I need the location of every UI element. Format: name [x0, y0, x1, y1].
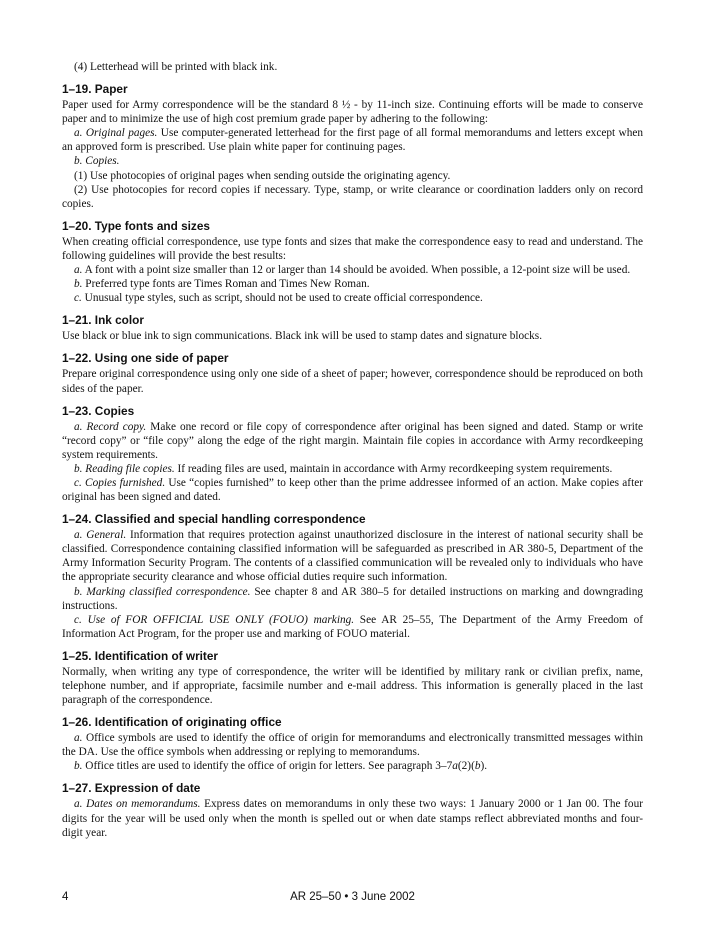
- subparagraph-label: c.: [74, 292, 82, 305]
- subparagraph-text: If reading files are used, maintain in accordance with Army recordkeeping system requirements.: [174, 462, 613, 475]
- paragraph-reference-a: a: [452, 760, 458, 773]
- paragraph-reference-end: ).: [480, 760, 488, 773]
- section-heading: 1–25. Identification of writer: [62, 648, 219, 663]
- subparagraph-b-1: (1) Use photocopies of original pages when sending outside the originating agency.: [74, 169, 451, 182]
- subparagraph-text: Express dates on memorandums in only these two ways: 1 January 2000 or 1 Jan 00. The four digits for the year will be used only when the month is spelled out or when date stamps reflect abbreviated months and four-digit year.: [62, 798, 643, 839]
- subparagraph-b: [62, 154, 643, 168]
- subparagraph-a: [62, 731, 643, 759]
- subparagraph-a: [62, 263, 643, 277]
- paragraph: Use black or blue ink to sign communications. Black ink will be used to stamp dates and signature blocks.: [62, 330, 543, 343]
- intro-paragraph: (4) Letterhead will be printed with black ink.: [74, 61, 278, 73]
- subparagraph-text: Unusual type styles, such as script, should not be used to create official correspondence.: [81, 292, 483, 305]
- subparagraph-label: a. Dates on memorandums.: [74, 798, 201, 811]
- section-heading: 1–21. Ink color: [62, 313, 144, 328]
- subparagraph-text: Office symbols are used to identify the office of origin for memorandums and electronically transmitted messages within the DA. Use the office symbols when addressing or replying to memorandums.: [62, 732, 643, 759]
- subparagraph-b-2: (2) Use photocopies for record copies if necessary. Type, stamp, or write clearance or coordination ladders only on record copies.: [62, 183, 643, 210]
- section-1-22: [62, 351, 643, 395]
- paragraph-reference-b: b: [474, 760, 481, 773]
- page-number: 4: [62, 891, 69, 903]
- section-heading: 1–19. Paper: [62, 82, 128, 97]
- page-footer: [62, 891, 643, 905]
- subparagraph-text: Preferred type fonts are Times Roman and Times New Roman.: [82, 278, 370, 291]
- paragraph: Prepare original correspondence using only one side of a sheet of paper; however, correspondence should be reproduced on both sides of the paper.: [62, 368, 643, 395]
- subparagraph-text: Make one record or file copy of correspondence after original has been signed and dated. Stamp or write “record copy” or “file copy” along the edge of the right margin. Maintain file copies in accordance with Army recordkeeping system requirements.: [62, 420, 643, 461]
- subparagraph-label: b.: [74, 760, 83, 773]
- document-page: [62, 60, 643, 840]
- subparagraph-label: c. Copies furnished.: [74, 476, 166, 489]
- subparagraph-label: a. General.: [74, 529, 127, 542]
- section-heading: 1–26. Identification of originating office: [62, 715, 282, 730]
- section-1-19: [62, 82, 643, 211]
- subparagraph-label: c. Use of FOR OFFICIAL USE ONLY (FOUO) marking.: [74, 613, 355, 626]
- document-reference: AR 25–50 • 3 June 2002: [290, 891, 415, 903]
- subparagraph-text: See chapter 8 and AR 380–5 for detailed instructions on marking and downgrading instructions.: [62, 585, 643, 612]
- section-1-24: [62, 512, 643, 641]
- subparagraph-label: b. Reading file copies.: [74, 462, 175, 475]
- subparagraph-label: a. Original pages.: [74, 127, 158, 140]
- section-heading: 1–24. Classified and special handling correspondence: [62, 512, 366, 527]
- section-1-21: [62, 313, 643, 343]
- subparagraph-b: [62, 277, 643, 291]
- subparagraph-label: b. Marking classified correspondence.: [74, 585, 251, 598]
- subparagraph-text: Information that requires protection against unauthorized disclosure in the interest of national security shall be classified. Correspondence containing classified information will be safeguarded as prescribed in AR 380-5, Department of the Army Information Security Program. The contents of a classified communication will be revealed only to individuals who have the appropriate security clearance and whose official duties require such information.: [62, 529, 643, 584]
- subparagraph-text: A font with a point size smaller than 12 or larger than 14 should be avoided. When possible, a 12-point size will be used.: [82, 264, 631, 277]
- subparagraph-a: [62, 420, 643, 462]
- subparagraph-a: [62, 797, 643, 839]
- section-1-23: [62, 404, 643, 505]
- section-heading: 1–22. Using one side of paper: [62, 351, 229, 366]
- subparagraph-label: a. Record copy.: [74, 420, 147, 433]
- subparagraph-c: [62, 613, 643, 641]
- subparagraph-b: [62, 759, 643, 773]
- subparagraph-label: a.: [74, 732, 83, 745]
- paragraph: Normally, when writing any type of correspondence, the writer will be identified by military rank or civilian prefix, name, telephone number, and if appropriate, facsimile number and e-mail address. This information is generally placed in the last paragraph of the correspondence.: [62, 665, 643, 707]
- section-1-27: [62, 781, 643, 839]
- subparagraph-label: b.: [74, 278, 83, 291]
- section-1-20: [62, 219, 643, 305]
- subparagraph-b: [62, 585, 643, 613]
- paragraph: Paper used for Army correspondence will be the standard 8 ½ - by 11-inch size. Continuing efforts will be made to conserve paper and to minimize the use of high cost premium grade paper by adhering to the following:: [62, 99, 643, 126]
- subparagraph-a: [62, 528, 643, 584]
- subparagraph-a: [62, 126, 643, 154]
- paragraph: When creating official correspondence, use type fonts and sizes that make the correspondence easy to read and understand. The following guidelines will provide the best results:: [62, 235, 643, 262]
- subparagraph-b: [62, 462, 643, 476]
- section-heading: 1–27. Expression of date: [62, 781, 201, 796]
- section-heading: 1–23. Copies: [62, 403, 135, 418]
- section-1-25: [62, 649, 643, 707]
- subparagraph-text: Office titles are used to identify the office of origin for letters. See paragraph 3–7: [82, 760, 453, 773]
- paragraph-reference-num: (2)(: [457, 760, 475, 773]
- subparagraph-label: a.: [74, 264, 83, 277]
- subparagraph-text: Use computer-generated letterhead for the first page of all formal memorandums and letters except when an approved form is prescribed. Use plain white paper for continuing pages.: [62, 127, 644, 154]
- section-heading: 1–20. Type fonts and sizes: [62, 218, 210, 233]
- subparagraph-text: Use “copies furnished” to keep other than the prime addressee informed of an action. Make copies after original has been signed and dated.: [62, 476, 643, 504]
- subparagraph-text: See AR 25–55, The Department of the Army Freedom of Information Act Program, for the proper use and marking of FOUO material.: [62, 613, 643, 640]
- section-1-26: [62, 715, 643, 773]
- subparagraph-c: [62, 291, 643, 305]
- subparagraph-c: [62, 476, 643, 504]
- subparagraph-label: b. Copies.: [74, 155, 120, 168]
